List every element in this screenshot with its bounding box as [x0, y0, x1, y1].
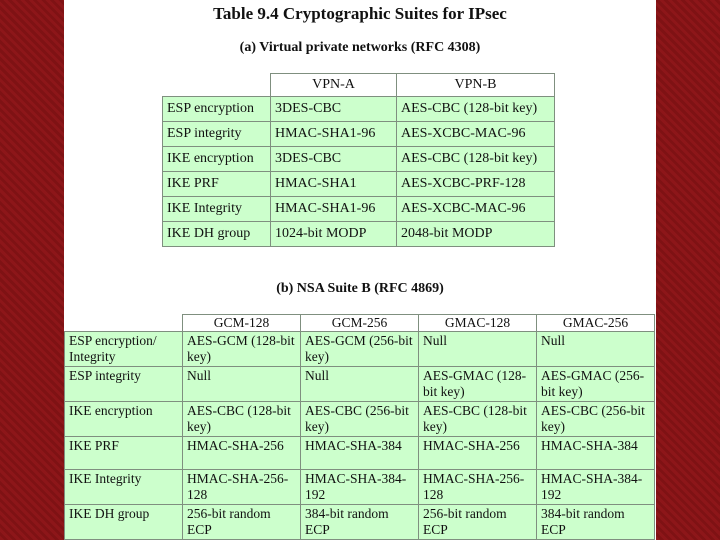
row-label: ESP encryption	[163, 97, 271, 122]
document-page	[64, 0, 656, 540]
table-cell: 2048-bit MODP	[397, 222, 555, 247]
table-a	[162, 73, 555, 247]
table-cell: HMAC-SHA1-96	[271, 122, 397, 147]
table-cell: AES-XCBC-MAC-96	[397, 197, 555, 222]
row-label: IKE encryption	[65, 402, 183, 437]
table-row	[65, 367, 655, 402]
row-label: IKE Integrity	[163, 197, 271, 222]
table-row	[65, 505, 655, 540]
table-cell: HMAC-SHA-256	[183, 437, 301, 470]
table-a-column-header: VPN-A	[271, 74, 397, 97]
table-cell: 256-bit random ECP	[183, 505, 301, 540]
table-cell: 384-bit random ECP	[537, 505, 655, 540]
table-cell: Null	[301, 367, 419, 402]
table-cell: AES-XCBC-MAC-96	[397, 122, 555, 147]
table-row	[163, 172, 555, 197]
table-cell: HMAC-SHA1-96	[271, 197, 397, 222]
table-b-corner	[65, 315, 183, 332]
table-cell: HMAC-SHA-384	[301, 437, 419, 470]
table-a-column-header: VPN-B	[397, 74, 555, 97]
table-cell: 384-bit random ECP	[301, 505, 419, 540]
table-row	[65, 332, 655, 367]
table-cell: HMAC-SHA-256-128	[419, 470, 537, 505]
table-cell: Null	[537, 332, 655, 367]
table-cell: HMAC-SHA-256-128	[183, 470, 301, 505]
table-row	[163, 222, 555, 247]
table-cell: AES-CBC (256-bit key)	[301, 402, 419, 437]
page-title: Table 9.4 Cryptographic Suites for IPsec	[213, 4, 507, 23]
background-right	[656, 0, 720, 540]
background-left	[0, 0, 64, 540]
table-cell: AES-CBC (128-bit key)	[183, 402, 301, 437]
table-cell: AES-CBC (256-bit key)	[537, 402, 655, 437]
table-b	[64, 314, 655, 540]
row-label: IKE PRF	[163, 172, 271, 197]
row-label: IKE PRF	[65, 437, 183, 470]
table-cell: 256-bit random ECP	[419, 505, 537, 540]
table-b-column-header: GMAC-256	[537, 315, 655, 332]
table-row	[163, 147, 555, 172]
table-a-corner	[163, 74, 271, 97]
table-cell: AES-GCM (256-bit key)	[301, 332, 419, 367]
table-cell: AES-CBC (128-bit key)	[397, 97, 555, 122]
row-label: IKE Integrity	[65, 470, 183, 505]
table-cell: Null	[419, 332, 537, 367]
table-cell: 3DES-CBC	[271, 147, 397, 172]
table-cell: HMAC-SHA-384-192	[537, 470, 655, 505]
table-row	[163, 122, 555, 147]
table-cell: AES-CBC (128-bit key)	[419, 402, 537, 437]
row-label: ESP integrity	[163, 122, 271, 147]
row-label: IKE DH group	[163, 222, 271, 247]
table-b-header-row	[65, 315, 655, 332]
table-cell: 3DES-CBC	[271, 97, 397, 122]
table-cell: Null	[183, 367, 301, 402]
table-cell: AES-XCBC-PRF-128	[397, 172, 555, 197]
table-cell: HMAC-SHA-384	[537, 437, 655, 470]
table-a-header-row	[163, 74, 555, 97]
row-label: IKE DH group	[65, 505, 183, 540]
table-b-column-header: GCM-128	[183, 315, 301, 332]
table-cell: AES-GMAC (128-bit key)	[419, 367, 537, 402]
table-cell: AES-GCM (128-bit key)	[183, 332, 301, 367]
row-label: ESP encryption/ Integrity	[65, 332, 183, 367]
table-row	[65, 470, 655, 505]
table-row	[65, 402, 655, 437]
table-b-caption: (b) NSA Suite B (RFC 4869)	[276, 281, 444, 296]
table-cell: 1024-bit MODP	[271, 222, 397, 247]
table-cell: AES-GMAC (256-bit key)	[537, 367, 655, 402]
table-cell: HMAC-SHA-256	[419, 437, 537, 470]
table-cell: HMAC-SHA1	[271, 172, 397, 197]
table-cell: HMAC-SHA-384-192	[301, 470, 419, 505]
table-b-column-header: GCM-256	[301, 315, 419, 332]
row-label: ESP integrity	[65, 367, 183, 402]
table-b-column-header: GMAC-128	[419, 315, 537, 332]
row-label: IKE encryption	[163, 147, 271, 172]
table-row	[163, 97, 555, 122]
table-a-caption: (a) Virtual private networks (RFC 4308)	[239, 40, 481, 55]
table-row	[65, 437, 655, 470]
table-row	[163, 197, 555, 222]
table-cell: AES-CBC (128-bit key)	[397, 147, 555, 172]
